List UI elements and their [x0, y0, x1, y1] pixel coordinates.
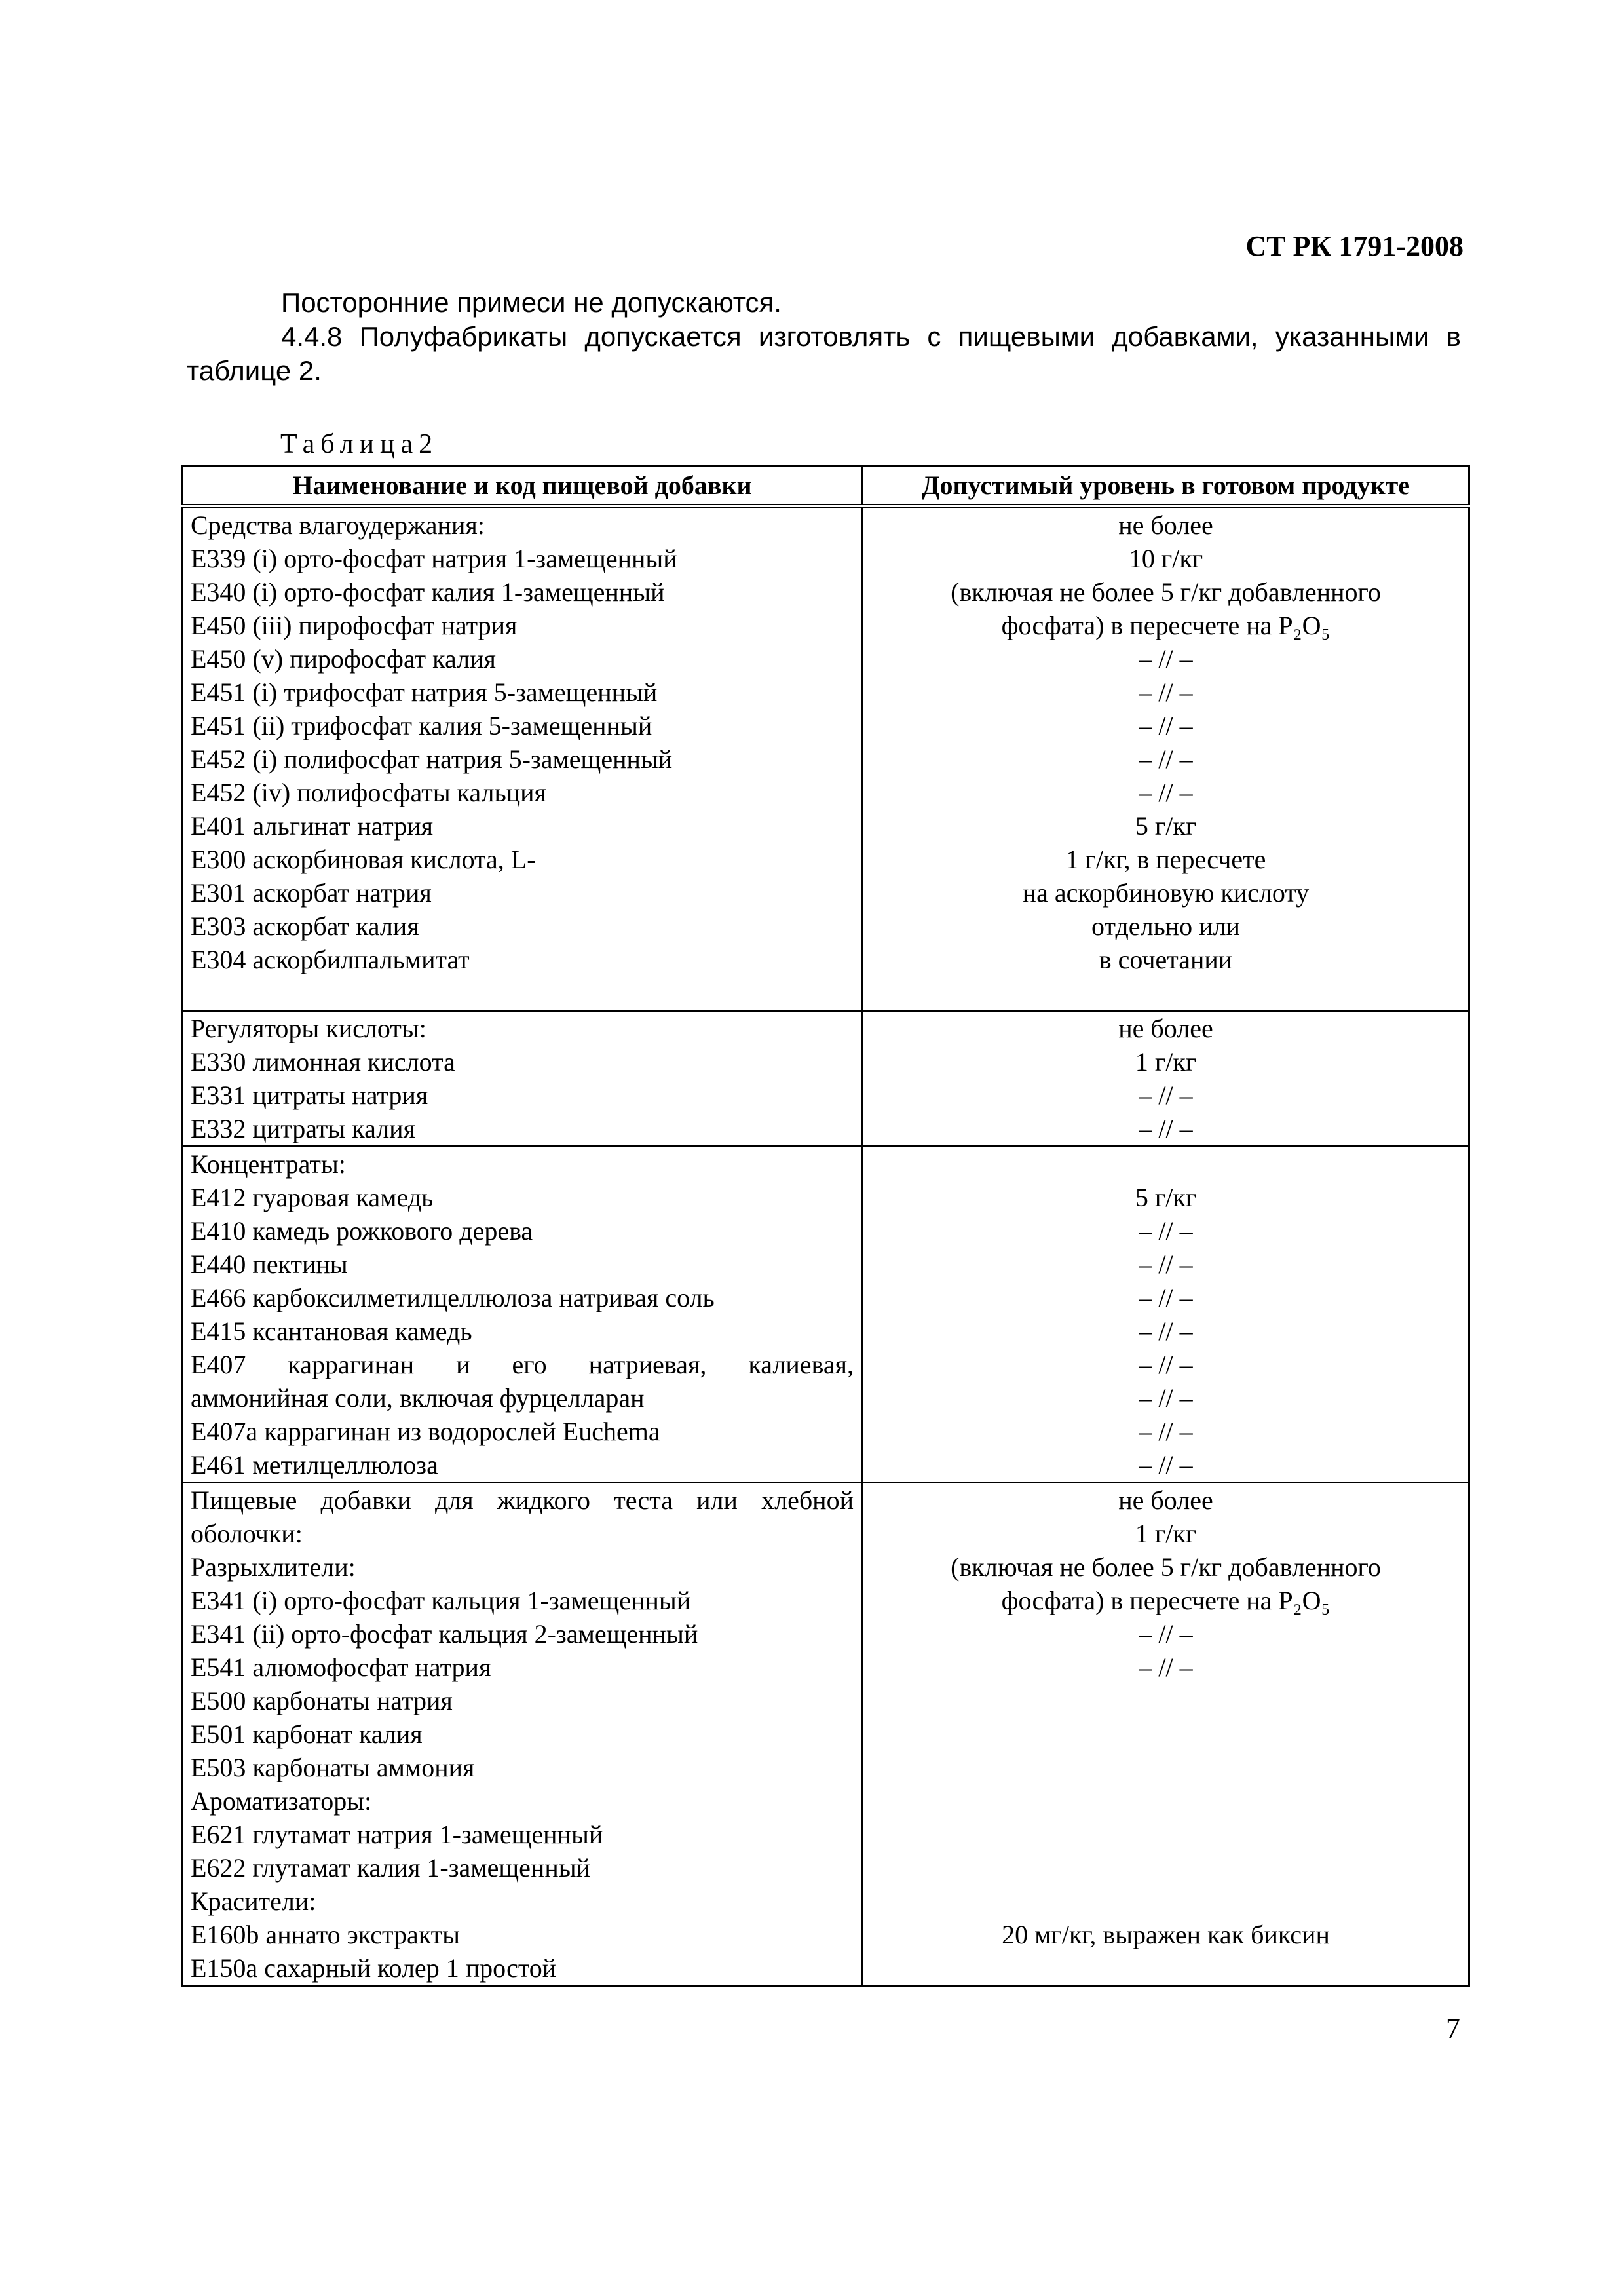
additive-line: Е621 глутамат натрия 1-замещенный — [191, 1820, 603, 1849]
table-row — [182, 1483, 1469, 1986]
level-line: (включая не более 5 г/кг добавленного — [951, 577, 1381, 607]
additive-line: Регуляторы кислоты: — [191, 1014, 426, 1043]
table-header-row — [182, 467, 1469, 507]
additive-line: Е301 аскорбат натрия — [191, 878, 432, 908]
table-row — [182, 1011, 1469, 1147]
level-line: на аскорбиновую кислоту — [1022, 878, 1310, 908]
additives-table — [181, 465, 1470, 1987]
level-line: 1 г/кг — [1135, 1047, 1197, 1077]
level-line: 5 г/кг — [1135, 811, 1197, 841]
additive-line: Е503 карбонаты аммония — [191, 1753, 475, 1782]
additive-line: Е466 карбоксилметилцеллюлоза натривая соль — [191, 1283, 715, 1312]
additive-line: Е412 гуаровая камедь — [191, 1183, 434, 1212]
additive-line: Ароматизаторы: — [191, 1786, 372, 1816]
document-code: СТ РК 1791-2008 — [1245, 230, 1463, 262]
level-line — [871, 976, 1460, 1010]
level-line: – // – — [1139, 1653, 1193, 1682]
level-line: – // – — [1139, 778, 1193, 807]
additive-line: Е303 аскорбат калия — [191, 911, 419, 941]
additive-line: Е501 карбонат калия — [191, 1719, 423, 1749]
additive-line: Е339 (i) орто-фосфат натрия 1-замещенный — [191, 544, 677, 573]
additive-line: Е500 карбонаты натрия — [191, 1686, 453, 1715]
table-row — [182, 1147, 1469, 1483]
level-line: 20 мг/кг, выражен как биксин — [1002, 1920, 1330, 1949]
additive-line: Концентраты: — [191, 1149, 346, 1179]
additive-line: Е331 цитраты натрия — [191, 1081, 428, 1110]
additive-line: Е407а каррагинан из водорослей Euchema — [191, 1417, 660, 1446]
level-line: – // – — [1139, 1316, 1193, 1346]
level-line: 10 г/кг — [1128, 544, 1203, 573]
additive-line: Красители: — [191, 1886, 316, 1916]
level-line — [871, 1818, 1460, 1851]
level-line — [871, 1684, 1460, 1717]
level-line: – // – — [1139, 1250, 1193, 1279]
level-line — [871, 1751, 1460, 1784]
additive-line: оболочки: — [191, 1519, 303, 1548]
level-line — [871, 1717, 1460, 1751]
page-number: 7 — [1446, 2012, 1460, 2044]
additive-cell — [182, 507, 863, 1011]
level-line: – // – — [1139, 1383, 1193, 1413]
level-cell — [863, 1011, 1469, 1147]
header-permitted-level: Допустимый уровень в готовом продукте — [863, 467, 1469, 507]
additive-line: Е440 пектины — [191, 1250, 348, 1279]
additive-line: Е452 (iv) полифосфаты кальция — [191, 778, 546, 807]
additive-line: аммонийная соли, включая фурцелларан — [191, 1383, 645, 1413]
paragraph-4-4-8: 4.4.8 Полуфабрикаты допускается изготовлять с пищевыми добавками, указанными в таблице 2. — [187, 321, 1461, 386]
additive-cell — [182, 1483, 863, 1986]
level-line: 1 г/кг, в пересчете — [1065, 845, 1266, 874]
additive-line: Е160b аннато экстракты — [191, 1920, 461, 1949]
level-line: – // – — [1139, 644, 1193, 674]
header-additive-name: Наименование и код пищевой добавки — [182, 467, 863, 507]
level-line: 1 г/кг — [1135, 1519, 1197, 1548]
level-line — [871, 1784, 1460, 1818]
additive-line: Е401 альгинат натрия — [191, 811, 434, 841]
additive-line: Е304 аскорбилпальмитат — [191, 945, 470, 974]
level-line: 5 г/кг — [1135, 1183, 1197, 1212]
additive-line: Е341 (i) орто-фосфат кальция 1-замещенный — [191, 1586, 691, 1615]
level-line: – // – — [1139, 1081, 1193, 1110]
additive-line: Е340 (i) орто-фосфат калия 1-замещенный — [191, 577, 665, 607]
level-cell — [863, 1483, 1469, 1986]
additive-line: Е451 (i) трифосфат натрия 5-замещенный — [191, 678, 658, 707]
level-line: не более — [1118, 1014, 1213, 1043]
level-line: фосфата) в пересчете на P₂O₅ — [1001, 611, 1331, 640]
additive-line: Е450 (iii) пирофосфат натрия — [191, 611, 518, 640]
level-line — [871, 1951, 1460, 1985]
level-line: – // – — [1139, 1216, 1193, 1246]
additive-line: Е415 ксантановая камедь — [191, 1316, 472, 1346]
level-line: в сочетании — [1099, 945, 1233, 974]
additive-line: Е410 камедь рожкового дерева — [191, 1216, 533, 1246]
level-line: – // – — [1139, 1417, 1193, 1446]
level-line — [871, 1885, 1460, 1918]
level-line — [871, 1851, 1460, 1885]
level-line: – // – — [1139, 1619, 1193, 1649]
additive-line: Е451 (ii) трифосфат калия 5-замещенный — [191, 711, 652, 740]
level-line: отдельно или — [1091, 911, 1240, 941]
additive-cell — [182, 1147, 863, 1483]
additive-line: Е300 аскорбиновая кислота, L- — [191, 845, 536, 874]
level-line: не более — [1118, 510, 1213, 540]
level-line: – // – — [1139, 1283, 1193, 1312]
level-line: – // – — [1139, 678, 1193, 707]
additive-line: Средства влагоудержания: — [191, 510, 485, 540]
table-body — [182, 507, 1469, 1986]
level-line: не более — [1118, 1485, 1213, 1515]
level-line: – // – — [1139, 744, 1193, 774]
level-cell — [863, 1147, 1469, 1483]
level-line: – // – — [1139, 1114, 1193, 1143]
level-line: фосфата) в пересчете на P₂O₅ — [1001, 1586, 1331, 1615]
level-line — [871, 1147, 1460, 1181]
level-line: – // – — [1139, 711, 1193, 740]
level-line: (включая не более 5 г/кг добавленного — [951, 1552, 1381, 1582]
additive-line — [191, 976, 854, 1010]
additive-line: Разрыхлители: — [191, 1552, 356, 1582]
additive-line: Е450 (v) пирофосфат калия — [191, 644, 496, 674]
additive-line: Е452 (i) полифосфат натрия 5-замещенный — [191, 744, 673, 774]
additive-line: Е332 цитраты калия — [191, 1114, 415, 1143]
additive-line: Е341 (ii) орто-фосфат кальция 2-замещенный — [191, 1619, 698, 1649]
additive-line: Е330 лимонная кислота — [191, 1047, 455, 1077]
additive-line: Е407 каррагинан и его натриевая, калиевая, — [191, 1350, 854, 1379]
table-row — [182, 507, 1469, 1011]
paragraph-impurities: Посторонние примеси не допускаются. — [281, 287, 782, 318]
level-line: – // – — [1139, 1350, 1193, 1379]
additive-line: Е461 метилцеллюлоза — [191, 1450, 438, 1480]
additive-line: Е622 глутамат калия 1-замещенный — [191, 1853, 591, 1883]
additive-line: Пищевые добавки для жидкого теста или хлебной — [191, 1485, 854, 1515]
additive-cell — [182, 1011, 863, 1147]
additive-line: Е150а сахарный колер 1 простой — [191, 1953, 557, 1983]
table-caption: Таблица2 — [280, 429, 439, 459]
additive-line: Е541 алюмофосфат натрия — [191, 1653, 491, 1682]
level-line: – // – — [1139, 1450, 1193, 1480]
level-cell — [863, 507, 1469, 1011]
